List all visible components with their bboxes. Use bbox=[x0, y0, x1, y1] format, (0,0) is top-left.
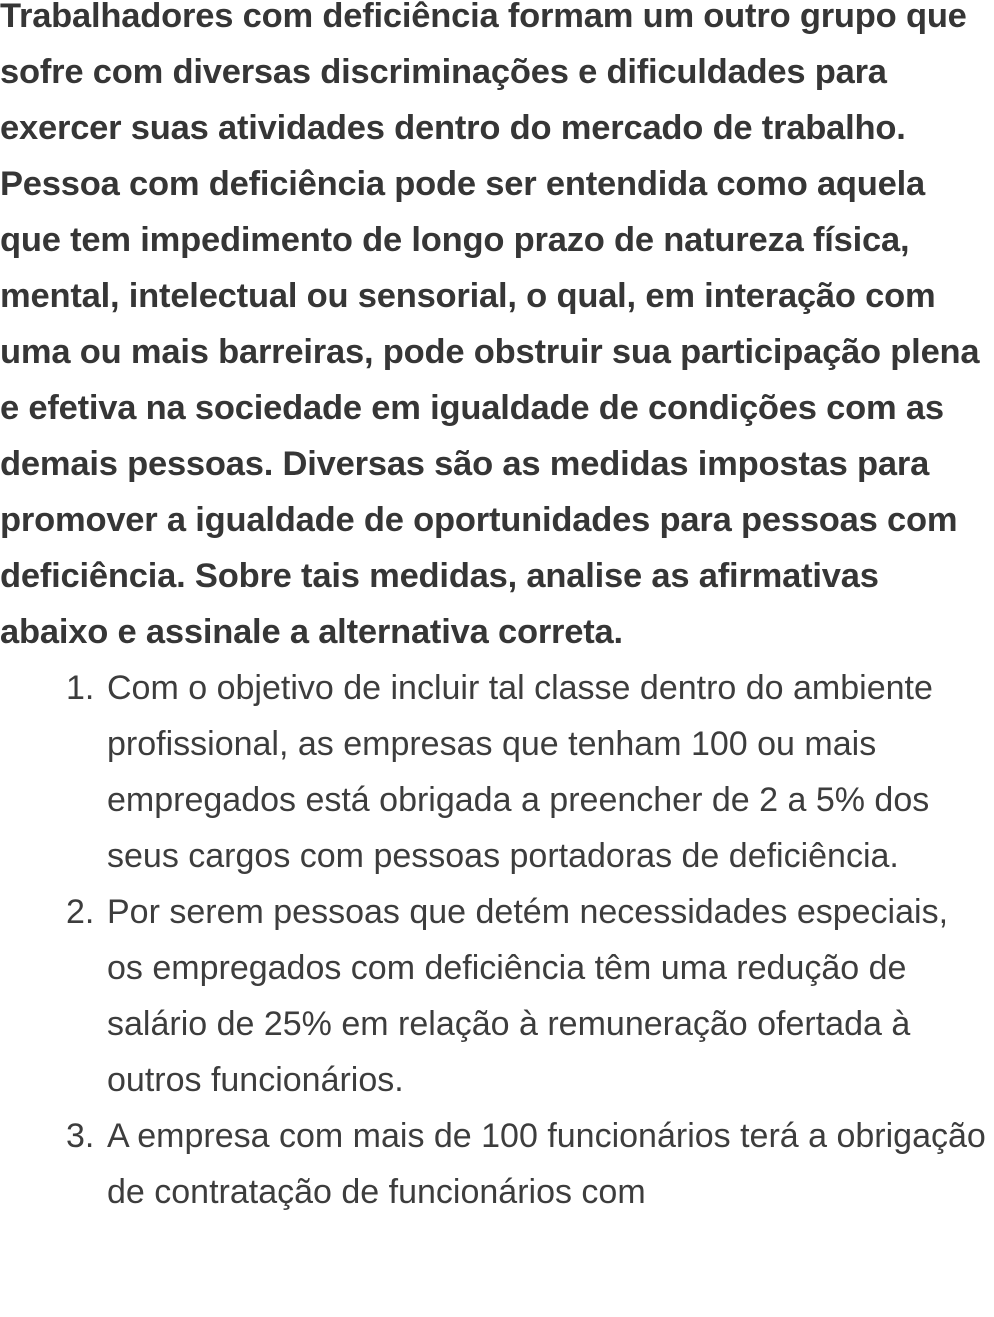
statement-item bbox=[0, 884, 994, 1108]
statement-item bbox=[0, 660, 994, 884]
statement-text: A empresa com mais de 100 funcionários terá a obrigação de contratação de funcionários com bbox=[107, 1117, 986, 1211]
statement-item bbox=[0, 1108, 994, 1220]
statement-number: 3. bbox=[66, 1117, 95, 1155]
statement-number: 2. bbox=[66, 893, 95, 931]
question-intro-text: Trabalhadores com deficiência formam um outro grupo que sofre com diversas discriminações e dificuldades para exercer suas atividades dentro do mercado de trabalho. Pessoa com deficiência pode ser entendida como aquela que tem impedimento de longo prazo de natureza física, mental, intelectual ou sensorial, o qual, em interação com uma ou mais barreiras, pode obstruir sua participação plena e efetiva na sociedade em igualdade de condições com as demais pessoas. Diversas são as medidas impostas para promover a igualdade de oportunidades para pessoas com deficiência. Sobre tais medidas, analise as afirmativas abaixo e assinale a alternativa correta. bbox=[0, 0, 980, 651]
statement-text: Com o objetivo de incluir tal classe dentro do ambiente profissional, as empresas que tenham 100 ou mais empregados está obrigada a preencher de 2 a 5% dos seus cargos com pessoas portadoras de deficiência. bbox=[107, 669, 933, 875]
statements-list bbox=[0, 660, 994, 1220]
statement-text: Por serem pessoas que detém necessidades especiais, os empregados com deficiência têm uma redução de salário de 25% em relação à remuneração ofertada à outros funcionários. bbox=[107, 893, 949, 1099]
statement-number: 1. bbox=[66, 669, 95, 707]
